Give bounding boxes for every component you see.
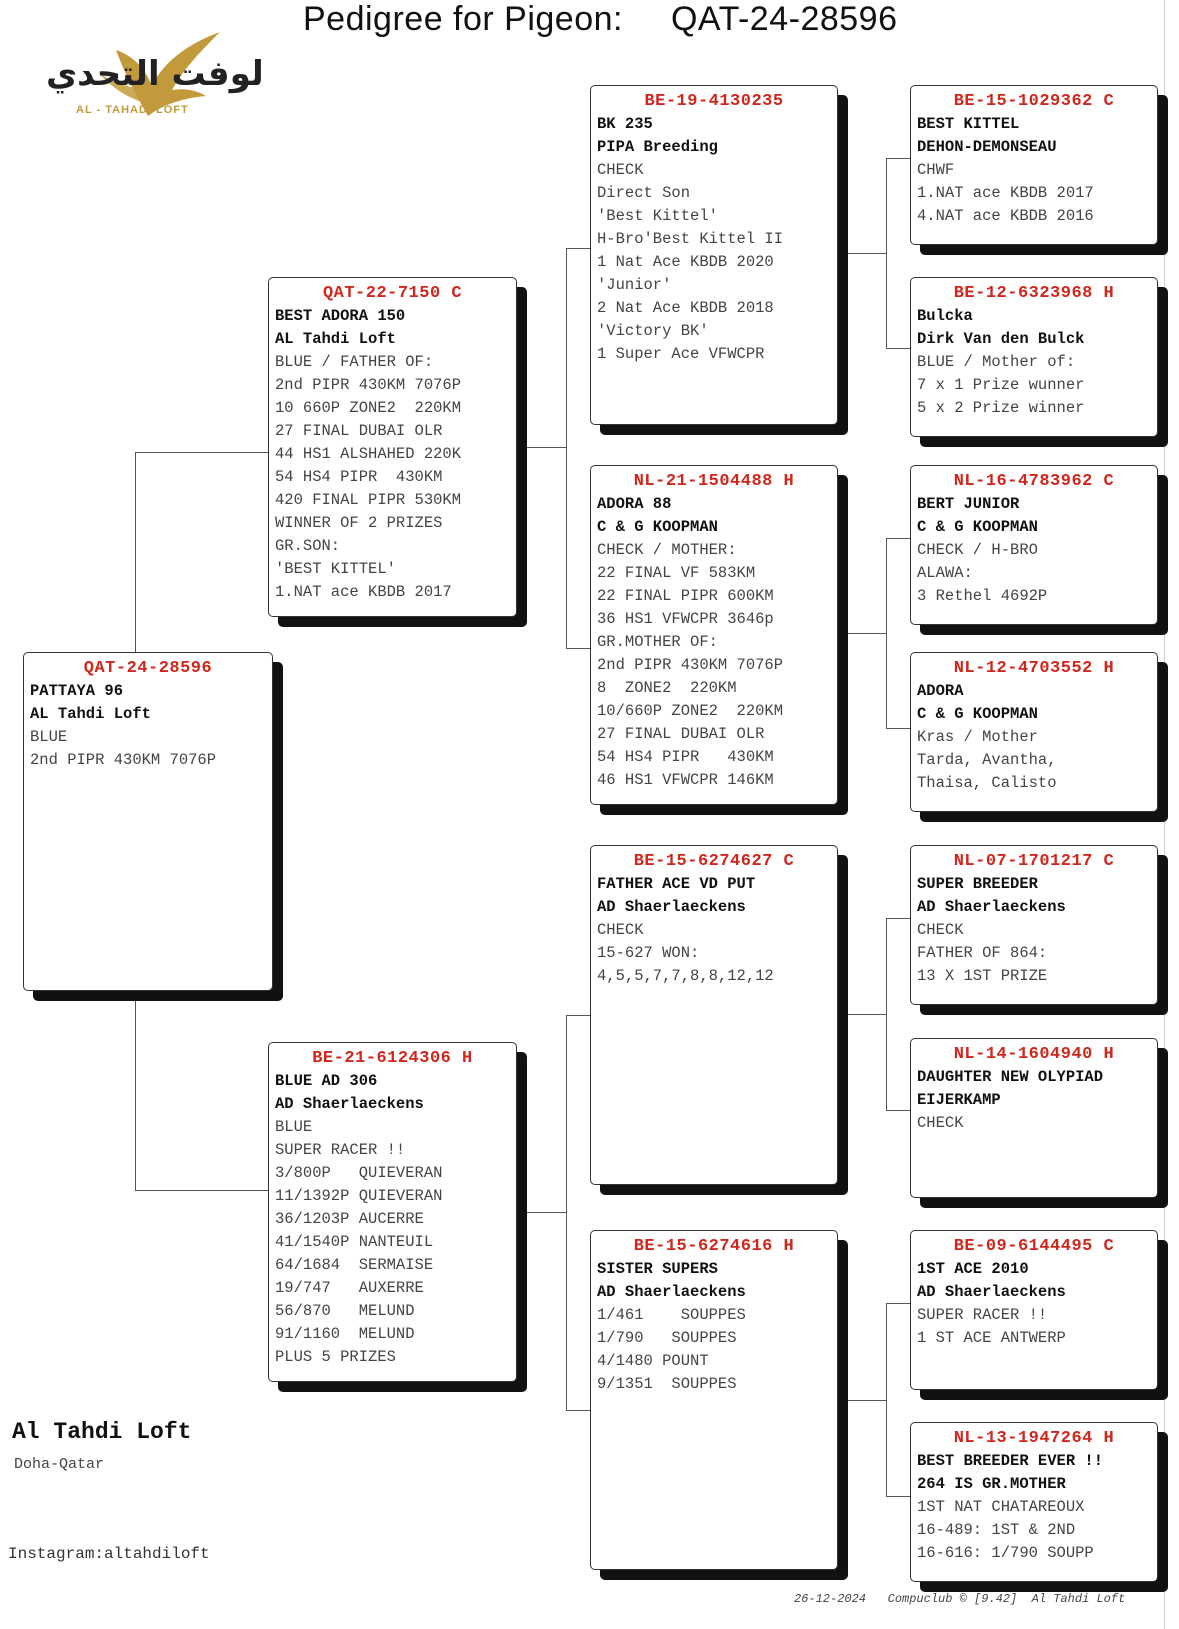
software-credit: Compuclub © [9.42] xyxy=(887,1592,1018,1606)
info-line: H-Bro'Best Kittel II xyxy=(597,230,784,248)
breeder-name: Dirk Van den Bulck xyxy=(917,330,1085,348)
connector xyxy=(886,158,910,159)
ring-number: BE-15-6274627 C xyxy=(633,852,795,871)
ring-number: NL-07-1701217 C xyxy=(953,852,1115,871)
pigeon-name: 1ST ACE 2010 xyxy=(917,1260,1029,1278)
info-line: 420 FINAL PIPR 530KM xyxy=(275,491,462,509)
info-line: 16-616: 1/790 SOUPP xyxy=(917,1544,1094,1562)
logo-english: AL - TAHADI LOFT xyxy=(76,104,189,116)
pigeon-card-sire-dam[interactable] xyxy=(590,465,838,805)
connector xyxy=(886,538,887,728)
info-line: 1/790 SOUPPES xyxy=(597,1329,737,1347)
info-line: 1 ST ACE ANTWERP xyxy=(917,1329,1066,1347)
loft-city: Doha-Qatar xyxy=(14,1456,105,1473)
info-line: 15-627 WON: xyxy=(597,944,700,962)
info-line: CHECK xyxy=(597,921,644,939)
pigeon-card-dam-dam[interactable] xyxy=(590,1230,838,1570)
info-line: 56/870 MELUND xyxy=(275,1302,415,1320)
info-line: 22 FINAL VF 583KM xyxy=(597,564,756,582)
connector xyxy=(886,1110,910,1111)
info-line: 46 HS1 VFWCPR 146KM xyxy=(597,771,774,789)
breeder-name: AD Shaerlaeckens xyxy=(917,898,1066,916)
info-line: 'Junior' xyxy=(597,276,672,294)
info-line: BLUE xyxy=(30,728,68,746)
info-line: PLUS 5 PRIZES xyxy=(275,1348,396,1366)
connector xyxy=(838,1400,886,1401)
info-line: 4/1480 POUNT xyxy=(597,1352,709,1370)
ring-number: BE-15-1029362 C xyxy=(953,92,1115,111)
info-line: 54 HS4 PIPR 430KM xyxy=(275,468,443,486)
info-line: 19/747 AUXERRE xyxy=(275,1279,424,1297)
ring-number: NL-14-1604940 H xyxy=(953,1045,1115,1064)
ring-number: NL-12-4703552 H xyxy=(953,659,1115,678)
info-line: FATHER OF 864: xyxy=(917,944,1048,962)
ring-number: BE-19-4130235 xyxy=(644,92,784,111)
pigeon-name: DAUGHTER NEW OLYPIAD xyxy=(917,1068,1104,1086)
breeder-name: 264 IS GR.MOTHER xyxy=(917,1475,1066,1493)
info-line: 10 660P ZONE2 220KM xyxy=(275,399,462,417)
breeder-name: AD Shaerlaeckens xyxy=(275,1095,424,1113)
pigeon-card-ggp-6[interactable] xyxy=(910,1038,1158,1198)
info-line: 36/1203P AUCERRE xyxy=(275,1210,424,1228)
info-line: 41/1540P NANTEUIL xyxy=(275,1233,434,1251)
info-line: CHWF xyxy=(917,161,955,179)
ring-number: QAT-22-7150 C xyxy=(322,284,463,303)
pigeon-name: ADORA xyxy=(917,682,964,700)
ring-number: BE-09-6144495 C xyxy=(953,1237,1115,1256)
connector xyxy=(886,728,910,729)
pigeon-name: BERT JUNIOR xyxy=(917,495,1020,513)
connector xyxy=(517,447,566,448)
info-line: 36 HS1 VFWCPR 3646p xyxy=(597,610,774,628)
info-line: 3/800P QUIEVERAN xyxy=(275,1164,443,1182)
loft-name: Al Tahdi Loft xyxy=(12,1419,192,1445)
breeder-name: C & G KOOPMAN xyxy=(597,518,718,536)
info-line: Tarda, Avantha, xyxy=(917,751,1057,769)
info-line: BLUE / FATHER OF: xyxy=(275,353,434,371)
info-line: 8 ZONE2 220KM xyxy=(597,679,737,697)
connector xyxy=(886,1303,887,1496)
info-line: BLUE xyxy=(275,1118,313,1136)
pigeon-name: BK 235 xyxy=(597,115,653,133)
connector xyxy=(886,918,910,919)
ring-number: BE-12-6323968 H xyxy=(953,284,1115,303)
connector xyxy=(566,648,590,649)
instagram-handle[interactable]: Instagram:altahdiloft xyxy=(8,1545,210,1563)
connector xyxy=(886,538,910,539)
pigeon-name: PATTAYA 96 xyxy=(30,682,124,700)
pigeon-name: Bulcka xyxy=(917,307,973,325)
info-line: CHECK / H-BRO xyxy=(917,541,1038,559)
pigeon-card-ggp-1[interactable] xyxy=(910,85,1158,245)
breeder-name: PIPA Breeding xyxy=(597,138,718,156)
pigeon-name: ADORA 88 xyxy=(597,495,672,513)
breeder-name: AD Shaerlaeckens xyxy=(597,898,746,916)
info-line: 27 FINAL DUBAI OLR xyxy=(275,422,443,440)
info-line: CHECK xyxy=(917,1114,964,1132)
info-line: 1.NAT ace KBDB 2017 xyxy=(275,583,452,601)
pigeon-card-dam[interactable] xyxy=(268,1042,517,1382)
info-line: 27 FINAL DUBAI OLR xyxy=(597,725,765,743)
info-line: SUPER RACER !! xyxy=(917,1306,1048,1324)
ring-number: BE-21-6124306 H xyxy=(312,1049,473,1068)
pigeon-card-ggp-3[interactable] xyxy=(910,465,1158,625)
info-line: 64/1684 SERMAISE xyxy=(275,1256,434,1274)
ring-number: QAT-24-28596 xyxy=(83,659,213,678)
info-line: 7 x 1 Prize wunner xyxy=(917,376,1085,394)
info-line: SUPER RACER !! xyxy=(275,1141,406,1159)
connector xyxy=(886,918,887,1110)
connector xyxy=(566,1015,590,1016)
connector xyxy=(566,248,590,249)
pigeon-name: FATHER ACE VD PUT xyxy=(597,875,756,893)
connector xyxy=(135,989,136,1190)
connector xyxy=(838,633,886,634)
connector xyxy=(838,1014,886,1015)
pigeon-name: BEST ADORA 150 xyxy=(275,307,406,325)
info-line: Thaisa, Calisto xyxy=(917,774,1057,792)
breeder-name: DEHON-DEMONSEAU xyxy=(917,138,1057,156)
info-line: ALAWA: xyxy=(917,564,973,582)
footer-owner: Al Tahdi Loft xyxy=(1031,1592,1126,1606)
info-line: 1 Super Ace VFWCPR xyxy=(597,345,765,363)
info-line: BLUE / Mother of: xyxy=(917,353,1076,371)
pigeon-card-ggp-7[interactable] xyxy=(910,1230,1158,1390)
info-line: CHECK xyxy=(917,921,964,939)
connector xyxy=(566,1410,590,1411)
info-line: 1.NAT ace KBDB 2017 xyxy=(917,184,1094,202)
info-line: 11/1392P QUIEVERAN xyxy=(275,1187,443,1205)
info-line: 10/660P ZONE2 220KM xyxy=(597,702,784,720)
loft-logo xyxy=(24,20,264,138)
breeder-name: AL Tahdi Loft xyxy=(30,705,151,723)
info-line: 54 HS4 PIPR 430KM xyxy=(597,748,774,766)
ring-number: BE-15-6274616 H xyxy=(633,1237,795,1256)
info-line: 3 Rethel 4692P xyxy=(917,587,1048,605)
pigeon-card-sire[interactable] xyxy=(268,277,517,617)
connector xyxy=(886,1303,910,1304)
info-line: 16-489: 1ST & 2ND xyxy=(917,1521,1076,1539)
connector xyxy=(135,452,136,652)
info-line: CHECK xyxy=(597,161,644,179)
info-line: 5 x 2 Prize winner xyxy=(917,399,1085,417)
info-line: GR.MOTHER OF: xyxy=(597,633,718,651)
info-line: 4.NAT ace KBDB 2016 xyxy=(917,207,1094,225)
info-line: 'Victory BK' xyxy=(597,322,709,340)
title-label: Pedigree for Pigeon: xyxy=(303,0,623,38)
print-date: 26-12-2024 xyxy=(794,1592,867,1606)
pigeon-card-ggp-4[interactable] xyxy=(910,652,1158,812)
info-line: GR.SON: xyxy=(275,537,341,555)
info-line: 2 Nat Ace KBDB 2018 xyxy=(597,299,774,317)
info-line: 2nd PIPR 430KM 7076P xyxy=(275,376,462,394)
info-line: Direct Son xyxy=(597,184,691,202)
pigeon-card-ggp-8[interactable] xyxy=(910,1422,1158,1582)
logo-arabic: لوفت التحدي xyxy=(46,54,264,94)
connector xyxy=(566,1015,567,1410)
breeder-name: C & G KOOPMAN xyxy=(917,705,1038,723)
pigeon-name: SUPER BREEDER xyxy=(917,875,1038,893)
title-ring-number: QAT-24-28596 xyxy=(670,0,898,38)
info-line: 'BEST KITTEL' xyxy=(275,560,396,578)
connector xyxy=(886,158,887,348)
pigeon-name: BEST BREEDER EVER !! xyxy=(917,1452,1104,1470)
info-line: 22 FINAL PIPR 600KM xyxy=(597,587,774,605)
breeder-name: AD Shaerlaeckens xyxy=(597,1283,746,1301)
info-line: 1/461 SOUPPES xyxy=(597,1306,746,1324)
pigeon-name: SISTER SUPERS xyxy=(597,1260,718,1278)
connector xyxy=(886,348,910,349)
info-line: 4,5,5,7,7,8,8,12,12 xyxy=(597,967,774,985)
connector xyxy=(135,1190,270,1191)
info-line: CHECK / MOTHER: xyxy=(597,541,737,559)
connector xyxy=(566,248,567,648)
info-line: 13 X 1ST PRIZE xyxy=(917,967,1048,985)
breeder-name: EIJERKAMP xyxy=(917,1091,1001,1109)
breeder-name: C & G KOOPMAN xyxy=(917,518,1038,536)
connector xyxy=(838,253,886,254)
print-footer xyxy=(794,1592,1125,1606)
ring-number: NL-16-4783962 C xyxy=(953,472,1115,491)
info-line: 1 Nat Ace KBDB 2020 xyxy=(597,253,774,271)
pigeon-card-ggp-2[interactable] xyxy=(910,277,1158,437)
pigeon-card-subject[interactable] xyxy=(23,652,273,991)
pigeon-name: BEST KITTEL xyxy=(917,115,1020,133)
ring-number: NL-13-1947264 H xyxy=(953,1429,1115,1448)
pigeon-name: BLUE AD 306 xyxy=(275,1072,378,1090)
info-line: 2nd PIPR 430KM 7076P xyxy=(597,656,784,674)
page-title xyxy=(303,0,898,39)
right-edge-divider xyxy=(1164,0,1165,1629)
connector xyxy=(886,1496,910,1497)
info-line: 2nd PIPR 430KM 7076P xyxy=(30,751,217,769)
info-line: 1ST NAT CHATAREOUX xyxy=(917,1498,1085,1516)
pigeon-card-sire-sire[interactable] xyxy=(590,85,838,425)
info-line: 'Best Kittel' xyxy=(597,207,718,225)
connector xyxy=(517,1212,566,1213)
info-line: 9/1351 SOUPPES xyxy=(597,1375,737,1393)
info-line: 91/1160 MELUND xyxy=(275,1325,415,1343)
breeder-name: AD Shaerlaeckens xyxy=(917,1283,1066,1301)
info-line: Kras / Mother xyxy=(917,728,1038,746)
breeder-name: AL Tahdi Loft xyxy=(275,330,396,348)
connector xyxy=(135,452,270,453)
pigeon-card-dam-sire[interactable] xyxy=(590,845,838,1185)
info-line: WINNER OF 2 PRIZES xyxy=(275,514,443,532)
info-line: 44 HS1 ALSHAHED 220K xyxy=(275,445,462,463)
pigeon-card-ggp-5[interactable] xyxy=(910,845,1158,1005)
ring-number: NL-21-1504488 H xyxy=(633,472,795,491)
